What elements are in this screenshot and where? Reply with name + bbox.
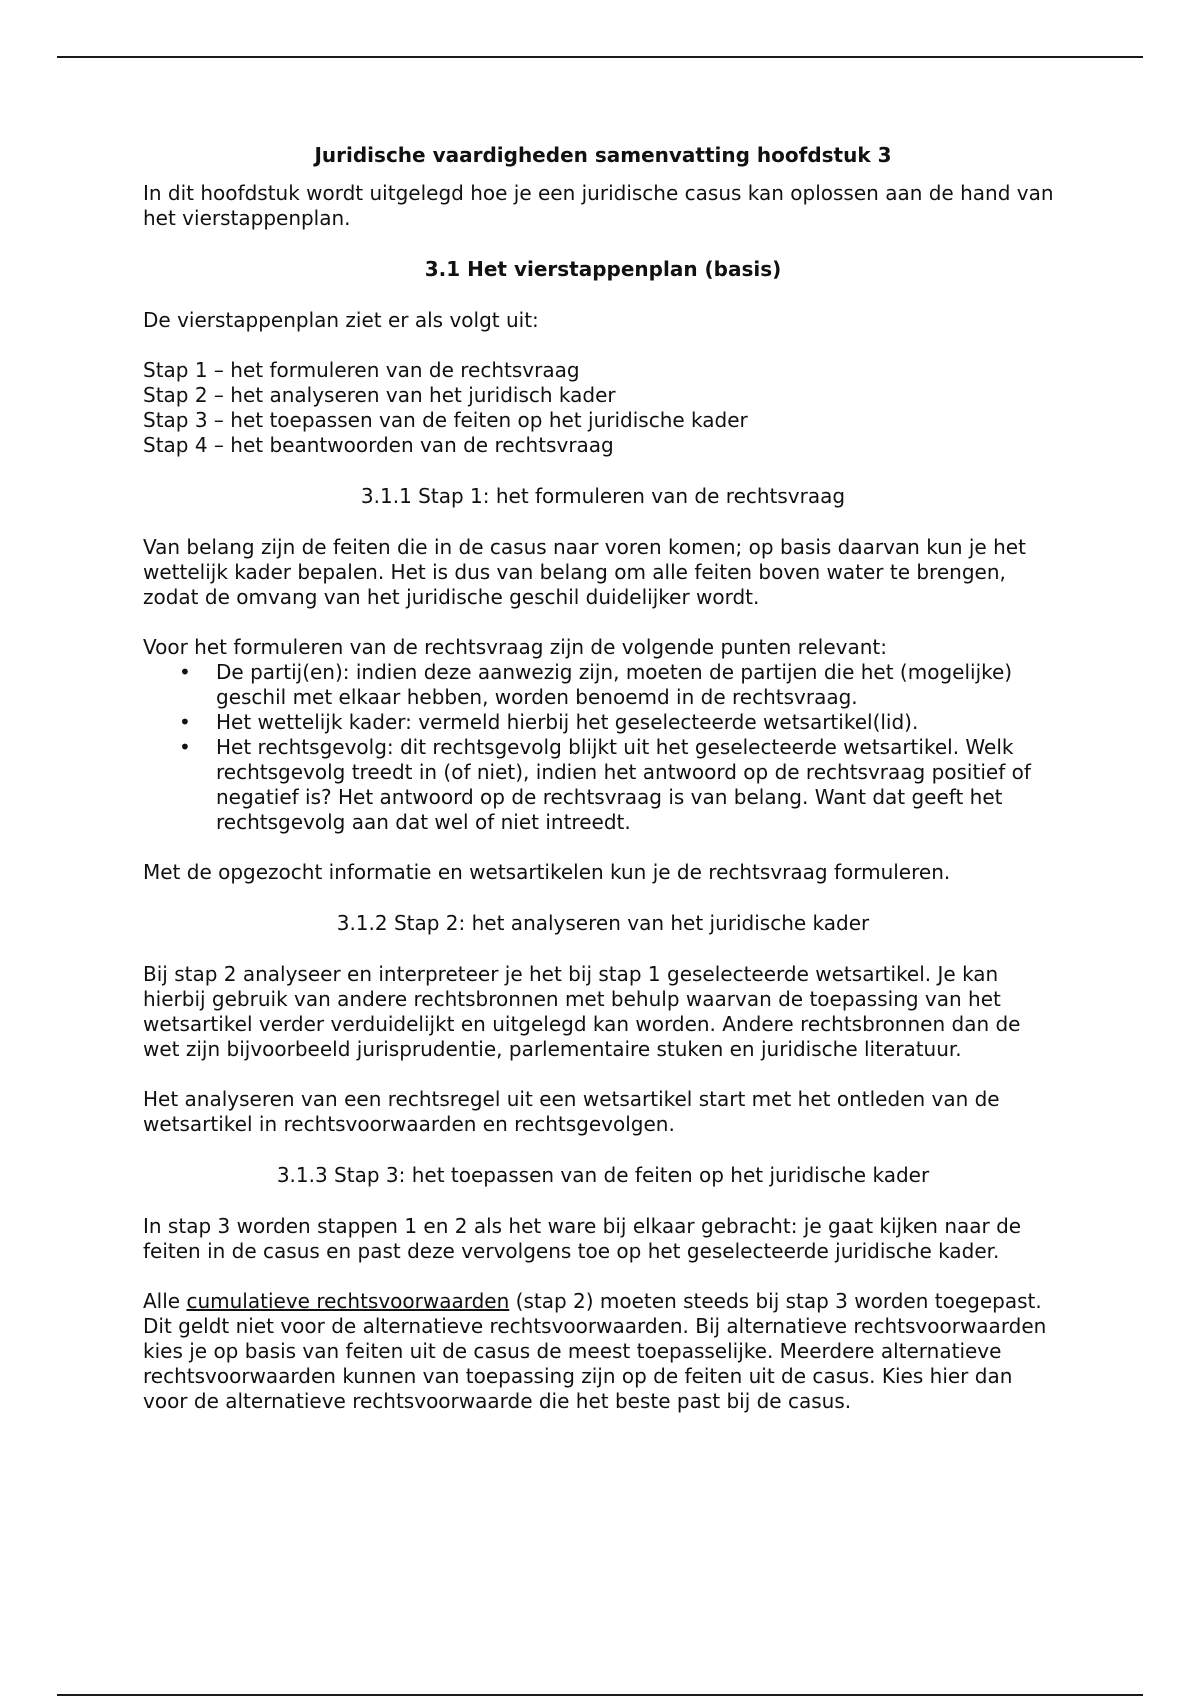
list-item	[143, 710, 1063, 735]
bullet-icon: •	[179, 735, 191, 759]
bullet-icon: •	[179, 710, 191, 734]
header-rule	[57, 56, 1143, 58]
step-item: Stap 2 – het analyseren van het juridisch kader	[143, 383, 616, 407]
section-3-1-1-paragraph: Met de opgezocht informatie en wetsartikelen kun je de rechtsvraag formuleren.	[143, 860, 951, 884]
paragraph-text: Alle	[143, 1289, 187, 1313]
section-3-1-2-paragraph: Bij stap 2 analyseer en interpreteer je het bij stap 1 geselecteerde wetsartikel. Je kan hierbij gebruik van andere rechtsbronnen met behulp waarvan de toepassing van het wetsartikel verder verduidelijkt en uitgelegd kan worden. Andere rechtsbronnen dan de wet zijn bijvoorbeeld jurisprudentie, parlementaire stuken en juridische literatuur.	[143, 962, 1021, 1061]
list-item	[143, 660, 1063, 710]
section-3-1-1-paragraph: Voor het formuleren van de rechtsvraag zijn de volgende punten relevant:	[143, 635, 887, 659]
document-title: Juridische vaardigheden samenvatting hoofdstuk 3	[314, 143, 892, 167]
intro-paragraph: In dit hoofdstuk wordt uitgelegd hoe je een juridische casus kan oplossen aan de hand van het vierstappenplan.	[143, 181, 1054, 230]
underlined-term: cumulatieve rechtsvoorwaarden	[186, 1289, 510, 1313]
step-item: Stap 3 – het toepassen van de feiten op het juridische kader	[143, 408, 748, 432]
list-item	[143, 735, 1063, 835]
section-3-1-2-paragraph: Het analyseren van een rechtsregel uit een wetsartikel start met het ontleden van de wetsartikel in rechtsvoorwaarden en rechtsgevolgen.	[143, 1087, 1000, 1136]
bullet-icon: •	[179, 660, 191, 684]
section-3-1-3-paragraph	[143, 1289, 1063, 1414]
document-page	[143, 143, 1063, 1414]
step-item: Stap 1 – het formuleren van de rechtsvraag	[143, 358, 580, 382]
section-3-1-heading: 3.1 Het vierstappenplan (basis)	[424, 257, 782, 281]
section-3-1-3-heading: 3.1.3 Stap 3: het toepassen van de feiten op het juridische kader	[276, 1163, 930, 1187]
section-3-1-3-paragraph: In stap 3 worden stappen 1 en 2 als het ware bij elkaar gebracht: je gaat kijken naar de feiten in de casus en past deze vervolgens toe op het geselecteerde juridische kader.	[143, 1214, 1022, 1263]
section-3-1-1-heading: 3.1.1 Stap 1: het formuleren van de rechtsvraag	[360, 484, 846, 508]
paragraph-text: (stap 2) moeten steeds bij stap 3 worden toegepast. Dit geldt niet voor de alternatieve rechtsvoorwaarden. Bij alternatieve rechtsvoorwaarden kies je op basis van feiten uit de casus de meest toepasselijke. Meerdere alternatieve rechtsvoorwaarden kunnen van toepassing zijn op de feiten uit de casus. Kies hier dan voor de alternatieve rechtsvoorwaarde die het beste past bij de casus.	[143, 1289, 1047, 1413]
section-3-1-lead: De vierstappenplan ziet er als volgt uit:	[143, 308, 539, 332]
list-item-text: De partij(en): indien deze aanwezig zijn, moeten de partijen die het (mogelijke) geschil met elkaar hebben, worden benoemd in de rechtsvraag.	[216, 660, 1013, 709]
section-3-1-2-heading: 3.1.2 Stap 2: het analyseren van het juridische kader	[336, 911, 870, 935]
step-item: Stap 4 – het beantwoorden van de rechtsvraag	[143, 433, 614, 457]
relevant-points-list	[143, 660, 1063, 835]
footer-rule	[57, 1694, 1143, 1696]
steps-list	[143, 358, 1063, 458]
list-item-text: Het wettelijk kader: vermeld hierbij het geselecteerde wetsartikel(lid).	[216, 710, 919, 734]
list-item-text: Het rechtsgevolg: dit rechtsgevolg blijkt uit het geselecteerde wetsartikel. Welk rechtsgevolg treedt in (of niet), indien het antwoord op de rechtsvraag positief of negatief is? Het antwoord op de rechtsvraag is van belang. Want dat geeft het rechtsgevolg aan dat wel of niet intreedt.	[216, 735, 1031, 834]
section-3-1-1-paragraph: Van belang zijn de feiten die in de casus naar voren komen; op basis daarvan kun je het wettelijk kader bepalen. Het is dus van belang om alle feiten boven water te brengen, zodat de omvang van het juridische geschil duidelijker wordt.	[143, 535, 1026, 609]
